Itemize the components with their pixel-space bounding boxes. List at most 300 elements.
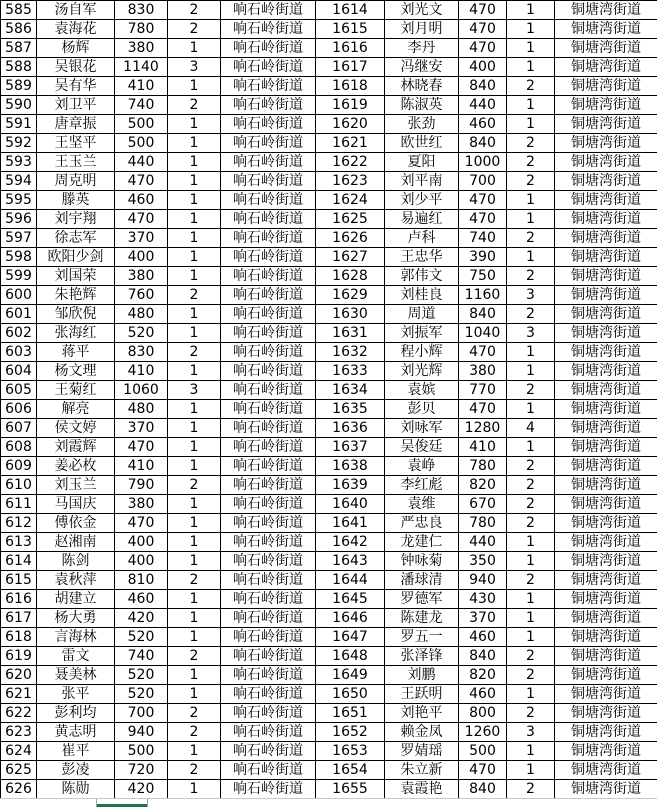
cell-count-right[interactable]: 2 xyxy=(507,134,555,153)
cell-street-left[interactable]: 响石岭街道 xyxy=(221,172,316,191)
cell-amount-right[interactable]: 370 xyxy=(459,609,507,628)
cell-amount-left[interactable]: 470 xyxy=(115,438,168,457)
cell-count-right[interactable]: 1 xyxy=(507,590,555,609)
cell-amount-left[interactable]: 520 xyxy=(115,324,168,343)
cell-name-right[interactable]: 袁嫔 xyxy=(385,381,459,400)
cell-amount-left[interactable]: 780 xyxy=(115,20,168,39)
cell-count-left[interactable]: 1 xyxy=(168,39,221,58)
cell-name-right[interactable]: 刘光文 xyxy=(385,1,459,20)
cell-amount-left[interactable]: 470 xyxy=(115,210,168,229)
cell-count-right[interactable]: 2 xyxy=(507,381,555,400)
cell-row-number-right[interactable]: 1641 xyxy=(316,514,385,533)
cell-row-number-right[interactable]: 1639 xyxy=(316,476,385,495)
cell-amount-left[interactable]: 500 xyxy=(115,115,168,134)
cell-count-right[interactable]: 1 xyxy=(507,96,555,115)
cell-street-left[interactable]: 响石岭街道 xyxy=(221,39,316,58)
cell-count-left[interactable]: 1 xyxy=(168,533,221,552)
cell-street-left[interactable]: 响石岭街道 xyxy=(221,609,316,628)
cell-count-right[interactable]: 1 xyxy=(507,1,555,20)
cell-amount-left[interactable]: 740 xyxy=(115,96,168,115)
cell-count-left[interactable]: 1 xyxy=(168,172,221,191)
cell-amount-left[interactable]: 400 xyxy=(115,248,168,267)
cell-amount-right[interactable]: 740 xyxy=(459,229,507,248)
cell-amount-left[interactable]: 520 xyxy=(115,628,168,647)
cell-amount-left[interactable]: 420 xyxy=(115,780,168,799)
cell-count-right[interactable]: 1 xyxy=(507,400,555,419)
cell-amount-right[interactable]: 470 xyxy=(459,761,507,780)
cell-amount-right[interactable]: 670 xyxy=(459,495,507,514)
cell-name-left[interactable]: 杨大勇 xyxy=(37,609,115,628)
cell-count-right[interactable]: 3 xyxy=(507,723,555,742)
cell-row-number-right[interactable]: 1651 xyxy=(316,704,385,723)
cell-street-left[interactable]: 响石岭街道 xyxy=(221,457,316,476)
cell-street-right[interactable]: 铜塘湾街道 xyxy=(555,609,657,628)
cell-name-right[interactable]: 卢科 xyxy=(385,229,459,248)
cell-row-number-left[interactable]: 622 xyxy=(1,704,37,723)
cell-name-left[interactable]: 吴银花 xyxy=(37,58,115,77)
cell-count-right[interactable]: 2 xyxy=(507,172,555,191)
cell-name-left[interactable]: 聂美林 xyxy=(37,666,115,685)
cell-street-left[interactable]: 响石岭街道 xyxy=(221,20,316,39)
cell-amount-left[interactable]: 740 xyxy=(115,647,168,666)
cell-row-number-right[interactable]: 1638 xyxy=(316,457,385,476)
cell-count-right[interactable]: 1 xyxy=(507,761,555,780)
cell-name-left[interactable]: 解亮 xyxy=(37,400,115,419)
cell-row-number-left[interactable]: 603 xyxy=(1,343,37,362)
cell-count-right[interactable]: 2 xyxy=(507,647,555,666)
cell-count-right[interactable]: 1 xyxy=(507,210,555,229)
cell-street-right[interactable]: 铜塘湾街道 xyxy=(555,39,657,58)
cell-amount-left[interactable]: 830 xyxy=(115,343,168,362)
cell-amount-left[interactable]: 720 xyxy=(115,761,168,780)
cell-amount-right[interactable]: 840 xyxy=(459,647,507,666)
cell-row-number-left[interactable]: 617 xyxy=(1,609,37,628)
cell-row-number-right[interactable]: 1620 xyxy=(316,115,385,134)
cell-count-left[interactable]: 1 xyxy=(168,362,221,381)
cell-row-number-right[interactable]: 1619 xyxy=(316,96,385,115)
cell-street-left[interactable]: 响石岭街道 xyxy=(221,58,316,77)
cell-amount-right[interactable]: 380 xyxy=(459,362,507,381)
cell-name-left[interactable]: 徐志军 xyxy=(37,229,115,248)
cell-name-right[interactable]: 罗五一 xyxy=(385,628,459,647)
cell-name-right[interactable]: 陈淑英 xyxy=(385,96,459,115)
cell-row-number-right[interactable]: 1624 xyxy=(316,191,385,210)
cell-row-number-left[interactable]: 619 xyxy=(1,647,37,666)
cell-name-right[interactable]: 袁霞艳 xyxy=(385,780,459,799)
cell-name-left[interactable]: 汤自军 xyxy=(37,1,115,20)
cell-count-left[interactable]: 2 xyxy=(168,704,221,723)
cell-amount-left[interactable]: 940 xyxy=(115,723,168,742)
cell-row-number-left[interactable]: 624 xyxy=(1,742,37,761)
cell-row-number-right[interactable]: 1654 xyxy=(316,761,385,780)
cell-street-right[interactable]: 铜塘湾街道 xyxy=(555,647,657,666)
cell-street-right[interactable]: 铜塘湾街道 xyxy=(555,514,657,533)
cell-street-right[interactable]: 铜塘湾街道 xyxy=(555,761,657,780)
cell-row-number-right[interactable]: 1629 xyxy=(316,286,385,305)
cell-street-right[interactable]: 铜塘湾街道 xyxy=(555,495,657,514)
cell-name-left[interactable]: 侯文婷 xyxy=(37,419,115,438)
cell-street-left[interactable]: 响石岭街道 xyxy=(221,400,316,419)
cell-name-left[interactable]: 王坚平 xyxy=(37,134,115,153)
cell-street-left[interactable]: 响石岭街道 xyxy=(221,191,316,210)
cell-amount-right[interactable]: 1280 xyxy=(459,419,507,438)
cell-name-right[interactable]: 欧世红 xyxy=(385,134,459,153)
cell-row-number-left[interactable]: 587 xyxy=(1,39,37,58)
cell-amount-right[interactable]: 840 xyxy=(459,780,507,799)
cell-row-number-right[interactable]: 1615 xyxy=(316,20,385,39)
cell-amount-left[interactable]: 410 xyxy=(115,362,168,381)
cell-street-right[interactable]: 铜塘湾街道 xyxy=(555,552,657,571)
cell-street-left[interactable]: 响石岭街道 xyxy=(221,647,316,666)
cell-name-left[interactable]: 杨辉 xyxy=(37,39,115,58)
cell-street-left[interactable]: 响石岭街道 xyxy=(221,419,316,438)
cell-street-left[interactable]: 响石岭街道 xyxy=(221,590,316,609)
cell-row-number-left[interactable]: 616 xyxy=(1,590,37,609)
cell-name-left[interactable]: 刘国荣 xyxy=(37,267,115,286)
cell-amount-right[interactable]: 470 xyxy=(459,39,507,58)
cell-amount-right[interactable]: 750 xyxy=(459,267,507,286)
cell-amount-right[interactable]: 460 xyxy=(459,115,507,134)
cell-count-right[interactable]: 2 xyxy=(507,153,555,172)
cell-street-left[interactable]: 响石岭街道 xyxy=(221,248,316,267)
cell-name-left[interactable]: 陈勋 xyxy=(37,780,115,799)
cell-row-number-right[interactable]: 1640 xyxy=(316,495,385,514)
cell-street-right[interactable]: 铜塘湾街道 xyxy=(555,533,657,552)
cell-amount-right[interactable]: 800 xyxy=(459,704,507,723)
cell-row-number-left[interactable]: 597 xyxy=(1,229,37,248)
cell-name-right[interactable]: 刘桂良 xyxy=(385,286,459,305)
cell-amount-right[interactable]: 460 xyxy=(459,685,507,704)
cell-row-number-left[interactable]: 601 xyxy=(1,305,37,324)
cell-row-number-left[interactable]: 620 xyxy=(1,666,37,685)
cell-name-right[interactable]: 刘光辉 xyxy=(385,362,459,381)
cell-name-right[interactable]: 李红彪 xyxy=(385,476,459,495)
cell-row-number-left[interactable]: 611 xyxy=(1,495,37,514)
cell-name-right[interactable]: 刘鹏 xyxy=(385,666,459,685)
cell-amount-right[interactable]: 820 xyxy=(459,666,507,685)
cell-row-number-right[interactable]: 1632 xyxy=(316,343,385,362)
cell-count-right[interactable]: 1 xyxy=(507,343,555,362)
cell-amount-right[interactable]: 470 xyxy=(459,191,507,210)
cell-count-right[interactable]: 1 xyxy=(507,115,555,134)
cell-street-left[interactable]: 响石岭街道 xyxy=(221,552,316,571)
cell-name-left[interactable]: 袁秋萍 xyxy=(37,571,115,590)
cell-name-left[interactable]: 马国庆 xyxy=(37,495,115,514)
cell-count-left[interactable]: 2 xyxy=(168,343,221,362)
cell-amount-left[interactable]: 370 xyxy=(115,419,168,438)
cell-amount-right[interactable]: 470 xyxy=(459,400,507,419)
cell-amount-right[interactable]: 470 xyxy=(459,210,507,229)
cell-row-number-right[interactable]: 1614 xyxy=(316,1,385,20)
cell-amount-right[interactable]: 1000 xyxy=(459,153,507,172)
cell-name-left[interactable]: 王玉兰 xyxy=(37,153,115,172)
cell-street-right[interactable]: 铜塘湾街道 xyxy=(555,115,657,134)
cell-count-left[interactable]: 1 xyxy=(168,495,221,514)
cell-amount-left[interactable]: 500 xyxy=(115,742,168,761)
cell-amount-left[interactable]: 1140 xyxy=(115,58,168,77)
cell-count-left[interactable]: 1 xyxy=(168,590,221,609)
cell-row-number-left[interactable]: 594 xyxy=(1,172,37,191)
cell-amount-left[interactable]: 380 xyxy=(115,495,168,514)
cell-count-right[interactable]: 2 xyxy=(507,77,555,96)
cell-street-right[interactable]: 铜塘湾街道 xyxy=(555,400,657,419)
cell-row-number-left[interactable]: 589 xyxy=(1,77,37,96)
cell-street-left[interactable]: 响石岭街道 xyxy=(221,229,316,248)
cell-street-left[interactable]: 响石岭街道 xyxy=(221,514,316,533)
cell-amount-left[interactable]: 400 xyxy=(115,552,168,571)
cell-name-left[interactable]: 袁海花 xyxy=(37,20,115,39)
cell-street-right[interactable]: 铜塘湾街道 xyxy=(555,590,657,609)
cell-amount-right[interactable]: 770 xyxy=(459,381,507,400)
cell-row-number-left[interactable]: 615 xyxy=(1,571,37,590)
cell-count-right[interactable]: 3 xyxy=(507,286,555,305)
cell-count-left[interactable]: 1 xyxy=(168,305,221,324)
cell-count-left[interactable]: 2 xyxy=(168,476,221,495)
cell-amount-left[interactable]: 400 xyxy=(115,533,168,552)
cell-count-left[interactable]: 1 xyxy=(168,552,221,571)
cell-amount-left[interactable]: 380 xyxy=(115,39,168,58)
cell-street-right[interactable]: 铜塘湾街道 xyxy=(555,666,657,685)
cell-name-right[interactable]: 刘少平 xyxy=(385,191,459,210)
cell-amount-right[interactable]: 840 xyxy=(459,77,507,96)
cell-row-number-right[interactable]: 1630 xyxy=(316,305,385,324)
cell-amount-left[interactable]: 410 xyxy=(115,457,168,476)
cell-street-right[interactable]: 铜塘湾街道 xyxy=(555,438,657,457)
cell-amount-right[interactable]: 410 xyxy=(459,438,507,457)
cell-amount-left[interactable]: 460 xyxy=(115,590,168,609)
cell-street-left[interactable]: 响石岭街道 xyxy=(221,761,316,780)
cell-count-right[interactable]: 1 xyxy=(507,742,555,761)
cell-count-right[interactable]: 1 xyxy=(507,533,555,552)
cell-name-right[interactable]: 刘咏军 xyxy=(385,419,459,438)
cell-name-right[interactable]: 冯继安 xyxy=(385,58,459,77)
cell-street-left[interactable]: 响石岭街道 xyxy=(221,742,316,761)
cell-amount-left[interactable]: 520 xyxy=(115,685,168,704)
cell-count-right[interactable]: 1 xyxy=(507,191,555,210)
cell-amount-right[interactable]: 780 xyxy=(459,514,507,533)
cell-name-right[interactable]: 袁维 xyxy=(385,495,459,514)
cell-count-left[interactable]: 1 xyxy=(168,115,221,134)
cell-name-left[interactable]: 周克明 xyxy=(37,172,115,191)
cell-street-left[interactable]: 响石岭街道 xyxy=(221,381,316,400)
cell-street-left[interactable]: 响石岭街道 xyxy=(221,286,316,305)
cell-name-left[interactable]: 彭利均 xyxy=(37,704,115,723)
cell-name-left[interactable]: 崔平 xyxy=(37,742,115,761)
cell-count-left[interactable]: 1 xyxy=(168,780,221,799)
cell-row-number-left[interactable]: 591 xyxy=(1,115,37,134)
cell-row-number-left[interactable]: 588 xyxy=(1,58,37,77)
cell-street-right[interactable]: 铜塘湾街道 xyxy=(555,20,657,39)
cell-count-right[interactable]: 1 xyxy=(507,552,555,571)
cell-street-right[interactable]: 铜塘湾街道 xyxy=(555,58,657,77)
cell-count-right[interactable]: 2 xyxy=(507,666,555,685)
cell-count-right[interactable]: 2 xyxy=(507,780,555,799)
cell-amount-right[interactable]: 460 xyxy=(459,628,507,647)
cell-count-right[interactable]: 2 xyxy=(507,495,555,514)
cell-row-number-left[interactable]: 609 xyxy=(1,457,37,476)
cell-name-left[interactable]: 王菊红 xyxy=(37,381,115,400)
cell-row-number-right[interactable]: 1625 xyxy=(316,210,385,229)
cell-street-left[interactable]: 响石岭街道 xyxy=(221,1,316,20)
cell-name-left[interactable]: 唐章振 xyxy=(37,115,115,134)
cell-row-number-left[interactable]: 608 xyxy=(1,438,37,457)
cell-count-left[interactable]: 2 xyxy=(168,1,221,20)
cell-count-left[interactable]: 1 xyxy=(168,419,221,438)
cell-count-right[interactable]: 1 xyxy=(507,628,555,647)
cell-name-right[interactable]: 刘平南 xyxy=(385,172,459,191)
cell-count-left[interactable]: 1 xyxy=(168,210,221,229)
cell-row-number-right[interactable]: 1631 xyxy=(316,324,385,343)
cell-row-number-left[interactable]: 590 xyxy=(1,96,37,115)
cell-street-right[interactable]: 铜塘湾街道 xyxy=(555,381,657,400)
cell-count-left[interactable]: 1 xyxy=(168,267,221,286)
cell-street-right[interactable]: 铜塘湾街道 xyxy=(555,305,657,324)
cell-name-left[interactable]: 胡建立 xyxy=(37,590,115,609)
cell-street-left[interactable]: 响石岭街道 xyxy=(221,210,316,229)
cell-row-number-left[interactable]: 600 xyxy=(1,286,37,305)
cell-row-number-left[interactable]: 604 xyxy=(1,362,37,381)
cell-name-right[interactable]: 袁峥 xyxy=(385,457,459,476)
cell-count-left[interactable]: 2 xyxy=(168,20,221,39)
cell-amount-left[interactable]: 440 xyxy=(115,153,168,172)
cell-row-number-left[interactable]: 612 xyxy=(1,514,37,533)
cell-street-right[interactable]: 铜塘湾街道 xyxy=(555,780,657,799)
cell-name-left[interactable]: 傅依金 xyxy=(37,514,115,533)
cell-street-right[interactable]: 铜塘湾街道 xyxy=(555,704,657,723)
cell-count-left[interactable]: 1 xyxy=(168,191,221,210)
cell-row-number-right[interactable]: 1626 xyxy=(316,229,385,248)
cell-name-right[interactable]: 刘艳平 xyxy=(385,704,459,723)
cell-name-right[interactable]: 朱立新 xyxy=(385,761,459,780)
cell-row-number-right[interactable]: 1635 xyxy=(316,400,385,419)
cell-street-left[interactable]: 响石岭街道 xyxy=(221,780,316,799)
cell-name-right[interactable]: 彭贝 xyxy=(385,400,459,419)
cell-count-right[interactable]: 2 xyxy=(507,267,555,286)
cell-street-left[interactable]: 响石岭街道 xyxy=(221,77,316,96)
cell-amount-right[interactable]: 440 xyxy=(459,96,507,115)
cell-amount-left[interactable]: 520 xyxy=(115,666,168,685)
cell-amount-left[interactable]: 410 xyxy=(115,77,168,96)
cell-amount-right[interactable]: 430 xyxy=(459,590,507,609)
cell-name-right[interactable]: 吴俊廷 xyxy=(385,438,459,457)
cell-amount-left[interactable]: 370 xyxy=(115,229,168,248)
cell-name-left[interactable]: 邹欣倪 xyxy=(37,305,115,324)
cell-row-number-right[interactable]: 1646 xyxy=(316,609,385,628)
cell-name-left[interactable]: 刘卫平 xyxy=(37,96,115,115)
cell-amount-left[interactable]: 1060 xyxy=(115,381,168,400)
cell-street-left[interactable]: 响石岭街道 xyxy=(221,533,316,552)
cell-row-number-left[interactable]: 605 xyxy=(1,381,37,400)
cell-row-number-left[interactable]: 626 xyxy=(1,780,37,799)
cell-street-left[interactable]: 响石岭街道 xyxy=(221,723,316,742)
cell-name-left[interactable]: 言海林 xyxy=(37,628,115,647)
cell-count-left[interactable]: 1 xyxy=(168,666,221,685)
cell-count-left[interactable]: 1 xyxy=(168,742,221,761)
cell-street-left[interactable]: 响石岭街道 xyxy=(221,115,316,134)
cell-count-right[interactable]: 1 xyxy=(507,20,555,39)
cell-row-number-right[interactable]: 1623 xyxy=(316,172,385,191)
cell-amount-left[interactable]: 700 xyxy=(115,704,168,723)
cell-count-right[interactable]: 1 xyxy=(507,609,555,628)
cell-row-number-left[interactable]: 613 xyxy=(1,533,37,552)
cell-name-right[interactable]: 刘振军 xyxy=(385,324,459,343)
cell-name-right[interactable]: 王跃明 xyxy=(385,685,459,704)
cell-name-right[interactable]: 易遍红 xyxy=(385,210,459,229)
cell-amount-right[interactable]: 470 xyxy=(459,20,507,39)
cell-amount-right[interactable]: 1040 xyxy=(459,324,507,343)
cell-amount-right[interactable]: 700 xyxy=(459,172,507,191)
cell-name-right[interactable]: 罗婧瑶 xyxy=(385,742,459,761)
cell-row-number-left[interactable]: 623 xyxy=(1,723,37,742)
cell-amount-left[interactable]: 790 xyxy=(115,476,168,495)
cell-row-number-left[interactable]: 596 xyxy=(1,210,37,229)
cell-count-right[interactable]: 2 xyxy=(507,704,555,723)
cell-row-number-left[interactable]: 598 xyxy=(1,248,37,267)
cell-street-right[interactable]: 铜塘湾街道 xyxy=(555,343,657,362)
cell-row-number-right[interactable]: 1643 xyxy=(316,552,385,571)
cell-name-right[interactable]: 张劲 xyxy=(385,115,459,134)
cell-street-right[interactable]: 铜塘湾街道 xyxy=(555,77,657,96)
cell-count-right[interactable]: 2 xyxy=(507,514,555,533)
cell-row-number-left[interactable]: 585 xyxy=(1,1,37,20)
cell-row-number-right[interactable]: 1633 xyxy=(316,362,385,381)
cell-row-number-left[interactable]: 610 xyxy=(1,476,37,495)
cell-street-left[interactable]: 响石岭街道 xyxy=(221,96,316,115)
cell-row-number-left[interactable]: 618 xyxy=(1,628,37,647)
cell-row-number-right[interactable]: 1616 xyxy=(316,39,385,58)
cell-street-left[interactable]: 响石岭街道 xyxy=(221,362,316,381)
cell-name-left[interactable]: 姜必枚 xyxy=(37,457,115,476)
cell-row-number-right[interactable]: 1617 xyxy=(316,58,385,77)
cell-row-number-right[interactable]: 1655 xyxy=(316,780,385,799)
cell-street-right[interactable]: 铜塘湾街道 xyxy=(555,571,657,590)
cell-row-number-right[interactable]: 1653 xyxy=(316,742,385,761)
cell-count-right[interactable]: 2 xyxy=(507,571,555,590)
cell-street-right[interactable]: 铜塘湾街道 xyxy=(555,685,657,704)
cell-amount-left[interactable]: 420 xyxy=(115,609,168,628)
cell-street-left[interactable]: 响石岭街道 xyxy=(221,343,316,362)
cell-count-right[interactable]: 4 xyxy=(507,419,555,438)
cell-street-right[interactable]: 铜塘湾街道 xyxy=(555,210,657,229)
cell-count-left[interactable]: 1 xyxy=(168,400,221,419)
cell-row-number-right[interactable]: 1650 xyxy=(316,685,385,704)
cell-row-number-right[interactable]: 1621 xyxy=(316,134,385,153)
cell-name-right[interactable]: 李丹 xyxy=(385,39,459,58)
cell-street-right[interactable]: 铜塘湾街道 xyxy=(555,457,657,476)
cell-name-left[interactable]: 蒋平 xyxy=(37,343,115,362)
cell-amount-right[interactable]: 470 xyxy=(459,1,507,20)
cell-row-number-left[interactable]: 599 xyxy=(1,267,37,286)
cell-street-left[interactable]: 响石岭街道 xyxy=(221,324,316,343)
cell-row-number-right[interactable]: 1652 xyxy=(316,723,385,742)
cell-count-right[interactable]: 1 xyxy=(507,362,555,381)
cell-street-right[interactable]: 铜塘湾街道 xyxy=(555,134,657,153)
cell-count-left[interactable]: 2 xyxy=(168,647,221,666)
cell-name-left[interactable]: 雷文 xyxy=(37,647,115,666)
cell-amount-left[interactable]: 470 xyxy=(115,514,168,533)
cell-street-left[interactable]: 响石岭街道 xyxy=(221,476,316,495)
cell-name-right[interactable]: 刘月明 xyxy=(385,20,459,39)
cell-name-right[interactable]: 潘球清 xyxy=(385,571,459,590)
cell-amount-left[interactable]: 470 xyxy=(115,172,168,191)
cell-count-left[interactable]: 2 xyxy=(168,761,221,780)
cell-count-left[interactable]: 1 xyxy=(168,77,221,96)
cell-amount-right[interactable]: 350 xyxy=(459,552,507,571)
cell-count-left[interactable]: 1 xyxy=(168,514,221,533)
cell-street-left[interactable]: 响石岭街道 xyxy=(221,438,316,457)
cell-name-left[interactable]: 吴有华 xyxy=(37,77,115,96)
cell-amount-right[interactable]: 500 xyxy=(459,742,507,761)
